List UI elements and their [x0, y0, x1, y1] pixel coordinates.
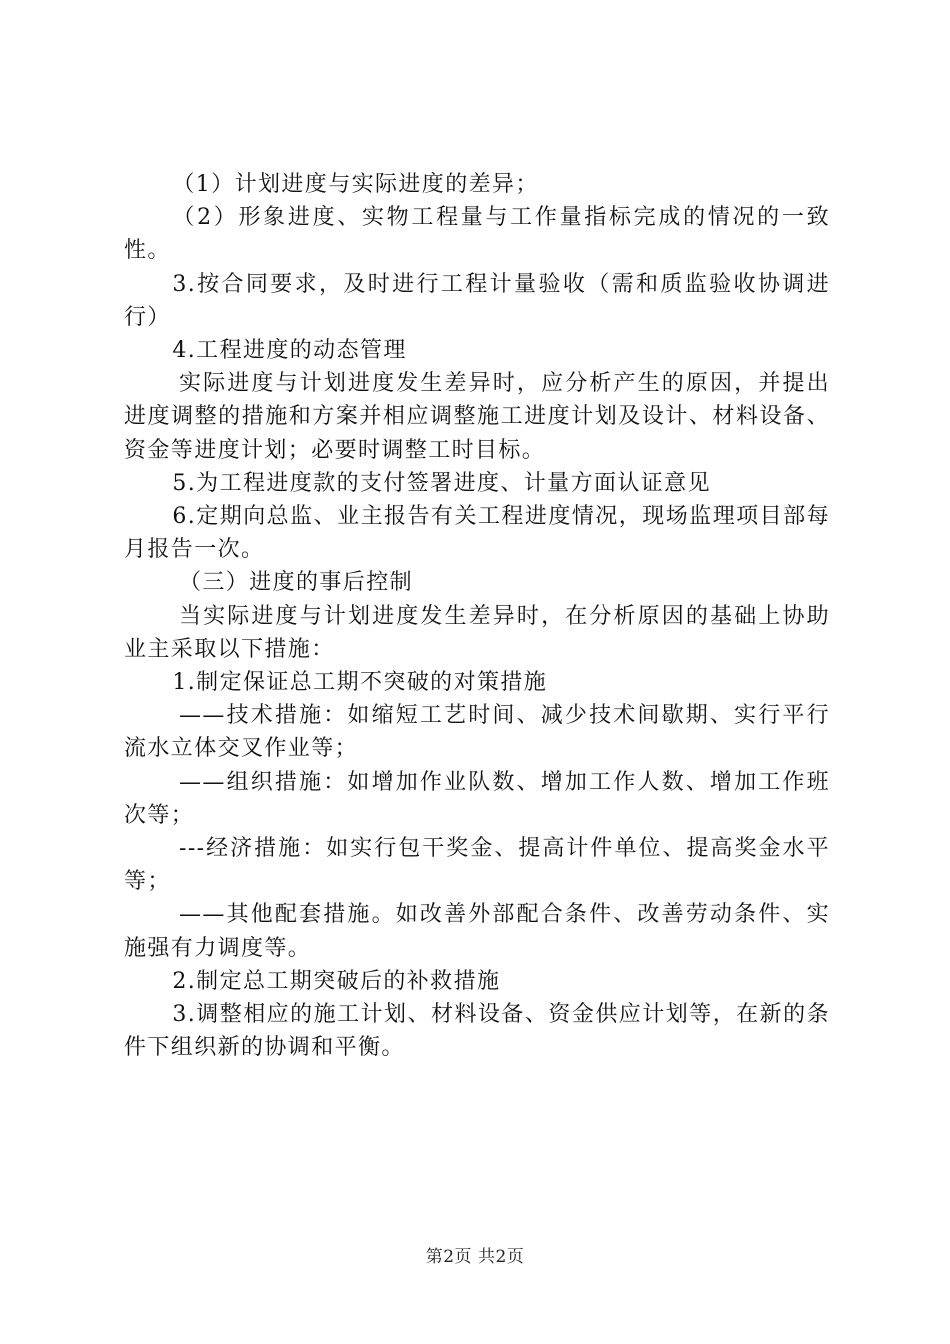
paragraph: 1.制定保证总工期不突破的对策措施 [172, 670, 548, 696]
page-number-footer: 第2页 共2页 [425, 1247, 525, 1267]
paragraph: 2.制定总工期突破后的补救措施 [172, 968, 501, 994]
paragraph: 3.调整相应的施工计划、材料设备、资金供应计划等，在新的条件下组织新的协调和平衡。 [124, 1002, 830, 1061]
section-heading: 4.工程进度的动态管理 [172, 338, 407, 364]
paragraph: 当实际进度与计划进度发生差异时，在分析原因的基础上协助业主采取以下措施： [124, 603, 830, 662]
list-item: ——技术措施：如缩短工艺时间、减少技术间歇期、实行平行流水立体交叉作业等； [124, 703, 830, 762]
list-item: ---经济措施：如实行包干奖金、提高计件单位、提高奖金水平等； [124, 836, 830, 895]
document-body [124, 168, 830, 1064]
paragraph: （2）形象进度、实物工程量与工作量指标完成的情况的一致性。 [124, 205, 830, 264]
list-item: ——其他配套措施。如改善外部配合条件、改善劳动条件、实施强有力调度等。 [124, 902, 830, 961]
paragraph: 5.为工程进度款的支付签署进度、计量方面认证意见 [172, 470, 711, 496]
paragraph: 实际进度与计划进度发生差异时，应分析产生的原因，并提出进度调整的措施和方案并相应调整施工进度计划及设计、材料设备、资金等进度计划；必要时调整工时目标。 [124, 371, 830, 463]
paragraph: （1）计划进度与实际进度的差异； [172, 172, 539, 197]
paragraph: 6.定期向总监、业主报告有关工程进度情况，现场监理项目部每月报告一次。 [124, 504, 830, 563]
section-heading: （三）进度的事后控制 [179, 570, 414, 596]
paragraph: 3.按合同要求，及时进行工程计量验收（需和质监验收协调进行） [124, 271, 830, 330]
list-item: ——组织措施：如增加作业队数、增加工作人数、增加工作班次等； [124, 769, 830, 828]
